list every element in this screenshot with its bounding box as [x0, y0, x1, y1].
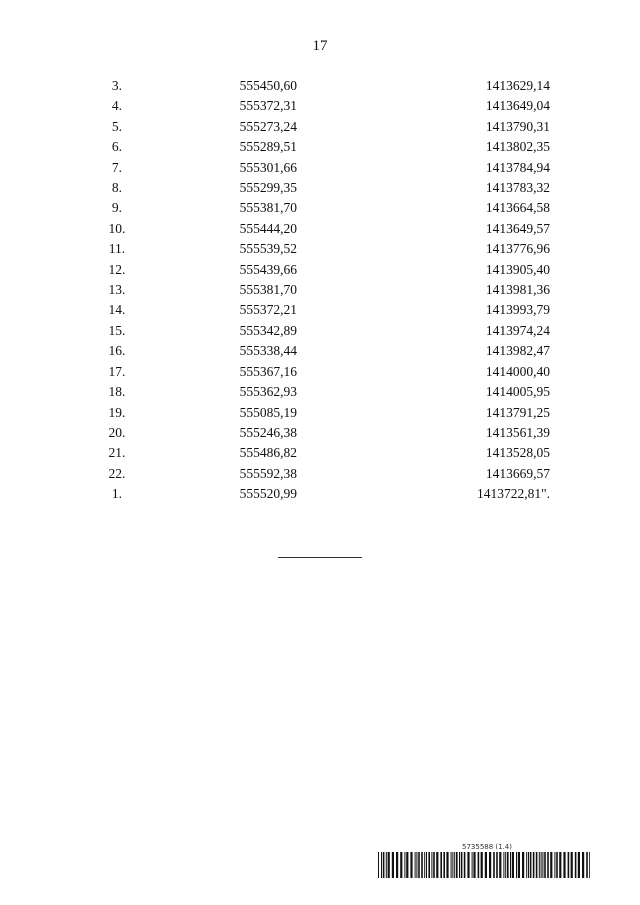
barcode-bar — [451, 852, 452, 878]
coord-y: 1413974,24 — [485, 322, 550, 338]
point-number: 12. — [108, 261, 126, 277]
barcode-bar — [530, 852, 532, 878]
point-number: 6. — [111, 139, 123, 155]
barcode-bar — [481, 852, 483, 878]
table-row — [70, 76, 550, 96]
table-row — [70, 198, 550, 218]
point-number: 15. — [108, 322, 126, 338]
coord-x: 555085,19 — [239, 404, 297, 420]
point-number: 16. — [108, 343, 126, 359]
coord-y: 1413776,96 — [485, 241, 550, 257]
barcode-bar — [528, 852, 529, 878]
coord-x: 555539,52 — [239, 241, 297, 257]
barcode-bar — [559, 852, 561, 878]
coord-y: 1413528,05 — [485, 445, 550, 461]
coord-x: 555520,99 — [239, 486, 297, 502]
barcode-bar — [507, 852, 509, 878]
barcode-bar — [406, 852, 408, 878]
barcode-bar — [505, 852, 506, 878]
barcode-bar — [485, 852, 487, 878]
point-number: 11. — [108, 241, 126, 257]
point-number: 19. — [108, 404, 126, 420]
barcode-bar — [526, 852, 527, 878]
barcode-bar — [404, 852, 405, 878]
coordinates-table — [70, 76, 550, 505]
barcode-bar — [503, 852, 504, 878]
barcode — [378, 852, 590, 878]
table-row — [70, 117, 550, 137]
barcode-bar — [415, 852, 416, 878]
coord-y: 1413649,04 — [485, 98, 550, 114]
barcode-bar — [582, 852, 584, 878]
barcode-bar — [443, 852, 445, 878]
table-row — [70, 178, 550, 198]
barcode-bar — [473, 852, 475, 878]
barcode-bar — [386, 852, 387, 878]
barcode-bar — [436, 852, 438, 878]
table-row — [70, 403, 550, 423]
barcode-bar — [456, 852, 458, 878]
coord-y: 1413664,58 — [485, 200, 550, 216]
table-row — [70, 280, 550, 300]
barcode-bar — [533, 852, 535, 878]
barcode-bar — [518, 852, 520, 878]
barcode-bar — [542, 852, 543, 878]
coord-y: 1413993,79 — [485, 302, 550, 318]
point-number: 8. — [111, 180, 123, 196]
barcode-bar — [512, 852, 514, 878]
barcode-bar — [388, 852, 390, 878]
point-number: 17. — [108, 363, 126, 379]
barcode-bar — [539, 852, 540, 878]
barcode-bar — [541, 852, 542, 878]
barcode-bar — [461, 852, 463, 878]
table-row — [70, 443, 550, 463]
barcode-bar — [410, 852, 412, 878]
coord-x: 555381,70 — [239, 282, 297, 298]
barcode-bar — [472, 852, 473, 878]
barcode-bar — [499, 852, 501, 878]
coord-x: 555299,35 — [239, 180, 297, 196]
barcode-bar — [554, 852, 555, 878]
barcode-bar — [536, 852, 538, 878]
coord-x: 555246,38 — [239, 424, 297, 440]
barcode-bar — [563, 852, 565, 878]
barcode-bar — [381, 852, 382, 878]
coord-y: 1413784,94 — [485, 159, 550, 175]
barcode-bar — [433, 852, 435, 878]
barcode-bar — [378, 852, 379, 878]
table-row — [70, 464, 550, 484]
barcode-bar — [568, 852, 570, 878]
barcode-bar — [578, 852, 580, 878]
barcode-bar — [446, 852, 448, 878]
table-row — [70, 96, 550, 116]
coord-x: 555342,89 — [239, 322, 297, 338]
barcode-bar — [467, 852, 469, 878]
point-number: 4. — [111, 98, 123, 114]
table-row — [70, 382, 550, 402]
point-number: 13. — [108, 282, 126, 298]
point-number: 14. — [108, 302, 126, 318]
point-number: 20. — [108, 424, 126, 440]
point-number: 9. — [111, 200, 123, 216]
coord-y: 1414000,40 — [485, 363, 550, 379]
coord-y: 1413791,25 — [485, 404, 550, 420]
table-row — [70, 260, 550, 280]
coord-y: 1413669,57 — [485, 465, 550, 481]
barcode-bar — [454, 852, 455, 878]
coord-x: 555338,44 — [239, 343, 297, 359]
coord-x: 555592,38 — [239, 465, 297, 481]
barcode-bar — [440, 852, 442, 878]
barcode-bar — [522, 852, 524, 878]
barcode-bar — [383, 852, 385, 878]
coord-y: 1413629,14 — [485, 78, 550, 93]
barcode-bar — [493, 852, 495, 878]
barcode-bar — [510, 852, 511, 878]
coord-y: 1413981,36 — [485, 282, 550, 298]
coord-x: 555381,70 — [239, 200, 297, 216]
coord-y: 1414005,95 — [485, 384, 550, 400]
barcode-bar — [550, 852, 552, 878]
table-row — [70, 321, 550, 341]
point-number: 22. — [108, 465, 126, 481]
table-row — [70, 423, 550, 443]
coord-x: 555439,66 — [239, 261, 297, 277]
end-rule — [278, 557, 362, 558]
barcode-bar — [575, 852, 577, 878]
barcode-bar — [421, 852, 423, 878]
table-row — [70, 239, 550, 259]
table-row — [70, 158, 550, 178]
table-row — [70, 300, 550, 320]
coord-y: 1413561,39 — [485, 424, 550, 440]
barcode-bar — [516, 852, 517, 878]
coord-x: 555301,66 — [239, 159, 297, 175]
coord-x: 555367,16 — [239, 363, 297, 379]
coord-y: 1413783,32 — [485, 180, 550, 196]
table-row — [70, 137, 550, 157]
table-row — [70, 362, 550, 382]
barcode-bar — [396, 852, 398, 878]
coord-y: 1413790,31 — [485, 118, 550, 134]
table-row — [70, 219, 550, 239]
barcode-bar — [544, 852, 546, 878]
barcode-bar — [424, 852, 425, 878]
barcode-bar — [392, 852, 394, 878]
barcode-bar — [496, 852, 498, 878]
coord-y: 1413722,81". — [476, 486, 550, 502]
coord-x: 555486,82 — [239, 445, 297, 461]
point-number: 3. — [111, 78, 123, 93]
barcode-bar — [459, 852, 460, 878]
coord-x: 555362,93 — [239, 384, 297, 400]
barcode-caption: 5735588 (1.4) — [462, 843, 512, 851]
barcode-bar — [400, 852, 402, 878]
page-number: 17 — [312, 38, 328, 54]
coord-x: 555289,51 — [239, 139, 297, 155]
coord-y: 1413802,35 — [485, 139, 550, 155]
barcode-bar — [452, 852, 453, 878]
barcode-bar — [426, 852, 427, 878]
coord-y: 1413905,40 — [485, 261, 550, 277]
point-number: 7. — [111, 159, 123, 175]
point-number: 21. — [108, 445, 126, 461]
coord-x: 555372,31 — [239, 98, 297, 114]
barcode-bar — [547, 852, 549, 878]
coord-x: 555372,21 — [239, 302, 297, 318]
barcode-bar — [464, 852, 466, 878]
barcode-bar — [589, 852, 590, 878]
barcode-bar — [478, 852, 480, 878]
point-number: 10. — [108, 220, 126, 236]
barcode-bar — [416, 852, 417, 878]
coordinates-table-body — [70, 76, 550, 505]
coord-y: 1413649,57 — [485, 220, 550, 236]
coord-x: 555450,60 — [239, 78, 297, 93]
barcode-bar — [586, 852, 588, 878]
coord-x: 555273,24 — [239, 118, 297, 134]
barcode-bar — [428, 852, 430, 878]
coord-y: 1413982,47 — [485, 343, 550, 359]
barcode-bar — [418, 852, 420, 878]
barcode-bar — [571, 852, 573, 878]
table-row — [70, 341, 550, 361]
barcode-bar — [489, 852, 491, 878]
coord-x: 555444,20 — [239, 220, 297, 236]
point-number: 18. — [108, 384, 126, 400]
point-number: 1. — [111, 486, 123, 502]
table-row — [70, 484, 550, 504]
barcode-bar — [556, 852, 558, 878]
point-number: 5. — [111, 118, 123, 134]
barcode-bar — [431, 852, 432, 878]
